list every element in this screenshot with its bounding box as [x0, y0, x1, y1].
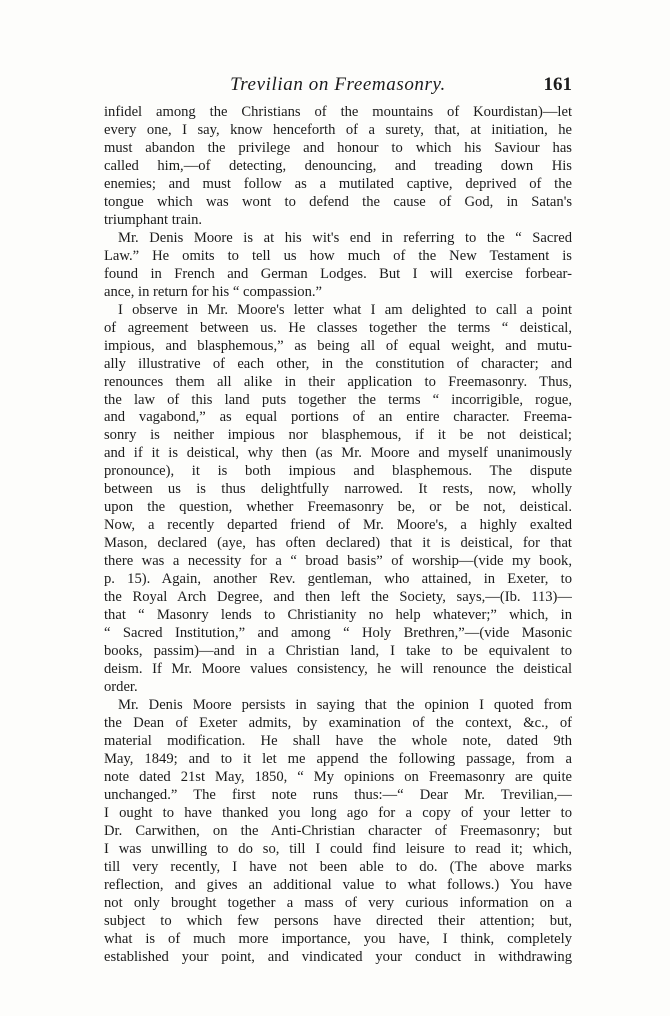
text-line: pronounce), it is both impious and blasphemous. The dispute — [104, 463, 572, 480]
text-line: Mr. Denis Moore persists in saying that the opinion I quoted from — [118, 696, 572, 713]
text-line: May, 1849; and to it let me append the following passage, from a — [104, 750, 572, 767]
text-line: what is of much more importance, you have, I think, completely — [104, 930, 572, 947]
page-number: 161 — [543, 74, 572, 95]
text-line: established your point, and vindicated your conduct in withdrawing — [104, 948, 572, 965]
text-line: enemies; and must follow as a mutilated captive, deprived of the — [104, 175, 572, 192]
text-line: Dr. Carwithen, on the Anti-Christian character of Freemasonry; but — [104, 822, 572, 839]
text-line: ally illustrative of each other, in the constitution of character; and — [104, 355, 572, 372]
text-line: order. — [104, 679, 138, 695]
text-line: till very recently, I have not been able to do. (The above marks — [104, 858, 572, 875]
text-line: between us is thus delightfully narrowed. It rests, now, wholly — [104, 481, 572, 498]
text-line: I was unwilling to do so, till I could find leisure to read it; which, — [104, 840, 572, 857]
text-line: I ought to have thanked you long ago for a copy of your letter to — [104, 804, 572, 821]
text-line: reflection, and gives an additional value to what follows.) You have — [104, 876, 572, 893]
text-line: every one, I say, know henceforth of a surety, that, at initiation, he — [104, 121, 572, 138]
text-line: Mason, declared (aye, has often declared) that it is deistical, for that — [104, 535, 572, 552]
text-line: tongue which was wont to defend the cause of God, in Satan's — [104, 193, 572, 210]
text-line: upon the question, whether Freemasonry be, or be not, deistical. — [104, 499, 572, 516]
body-text — [104, 104, 572, 967]
text-line: Law.” He omits to tell us how much of the New Testament is — [104, 247, 572, 264]
text-line: renounces them all alike in their application to Freemasonry. Thus, — [104, 373, 572, 390]
text-line: must abandon the privilege and honour to which his Saviour has — [104, 139, 572, 156]
text-line: called him,—of detecting, denouncing, and treading down His — [104, 157, 572, 174]
text-line: triumphant train. — [104, 211, 203, 228]
text-line: found in French and German Lodges. But I will exercise forbear- — [104, 265, 572, 282]
text-line: subject to which few persons have directed their attention; but, — [104, 912, 572, 929]
running-head — [104, 74, 572, 100]
text-line: impious, and blasphemous,” as being all of equal weight, and mutu- — [104, 337, 572, 354]
text-line: the Dean of Exeter admits, by examination of the context, &c., of — [104, 714, 572, 731]
text-line: sonry is neither impious nor blasphemous, if it be not deistical; — [104, 427, 572, 444]
text-line: books, passim)—and in a Christian land, I take to be equivalent to — [104, 643, 572, 660]
text-line: deism. If Mr. Moore values consistency, he will renounce the deistical — [104, 661, 572, 678]
text-line: and if it is deistical, why then (as Mr. Moore and myself unanimously — [104, 445, 572, 462]
text-line: Mr. Denis Moore is at his wit's end in referring to the “ Sacred — [118, 229, 572, 246]
text-line: of agreement between us. He classes together the terms “ deistical, — [104, 319, 572, 336]
running-title: Trevilian on Freemasonry. — [230, 74, 446, 95]
text-line: there was a necessity for a “ broad basis” of worship—(vide my book, — [104, 553, 572, 570]
text-line: note dated 21st May, 1850, “ My opinions on Freemasonry are quite — [104, 768, 572, 785]
text-line: unchanged.” The first note runs thus:—“ Dear Mr. Trevilian,— — [104, 786, 572, 803]
text-line: I observe in Mr. Moore's letter what I am delighted to call a point — [118, 301, 572, 318]
text-line: and vagabond,” as equal portions of an entire character. Freema- — [104, 409, 572, 426]
text-line: infidel among the Christians of the mountains of Kourdistan)—let — [104, 104, 572, 120]
text-line: the law of this land puts together the terms “ incorrigible, rogue, — [104, 391, 572, 408]
text-line: Now, a recently departed friend of Mr. Moore's, a highly exalted — [104, 517, 572, 534]
text-line: p. 15). Again, another Rev. gentleman, who attained, in Exeter, to — [104, 571, 572, 588]
text-line: the Royal Arch Degree, and then left the Society, says,—(Ib. 113)— — [104, 589, 572, 606]
text-line: ance, in return for his “ compassion.” — [104, 283, 323, 300]
text-line: “ Sacred Institution,” and among “ Holy Brethren,”—(vide Masonic — [104, 625, 572, 642]
text-line: that “ Masonry lends to Christianity no help whatever;” which, in — [104, 607, 572, 624]
text-line: not only brought together a mass of very curious information on a — [104, 894, 572, 911]
text-line: material modification. He shall have the whole note, dated 9th — [104, 732, 572, 749]
